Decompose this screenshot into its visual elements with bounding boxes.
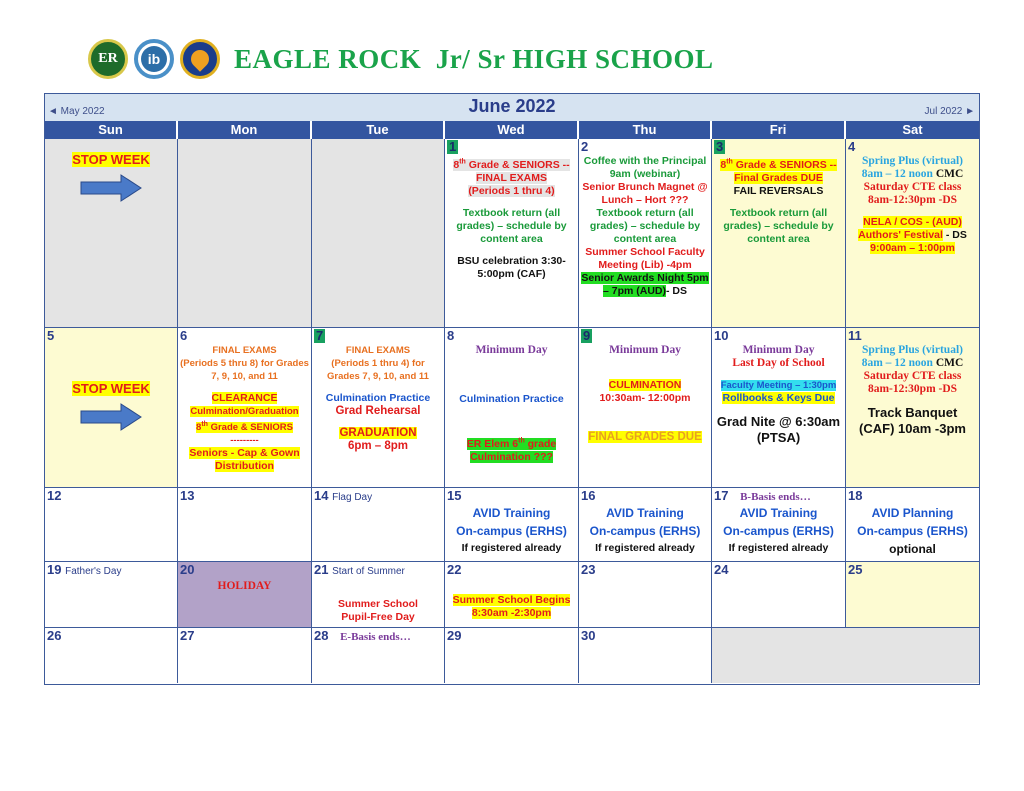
basis-note: B-Basis ends… — [740, 491, 811, 503]
weekday-tue: Tue — [312, 121, 445, 139]
week-row-2 — [45, 327, 979, 487]
day-cell-16[interactable]: 16 AVID Training On-campus (ERHS) If registered already — [579, 488, 712, 561]
event-cte-class: Saturday CTE class — [863, 181, 962, 193]
event-minimum-day: Minimum Day — [609, 344, 681, 356]
week-row-1 — [45, 139, 979, 327]
day-cell-17[interactable]: 17 B-Basis ends… AVID Training On-campus (ERHS) If registered already — [712, 488, 846, 561]
prev-month-link[interactable]: ◄ May 2022 — [48, 106, 105, 117]
day-cell-15[interactable]: 15 AVID Training On-campus (ERHS) If registered already — [445, 488, 579, 561]
event-culmination-practice: Culmination Practice — [459, 393, 564, 405]
holiday-note: Flag Day — [332, 492, 373, 503]
event-summer-school-begins: Summer School Begins — [452, 594, 571, 606]
day-number: 13 — [180, 488, 195, 503]
weekday-header — [45, 121, 979, 139]
ib-logo: ib — [134, 39, 174, 79]
day-number: 12 — [47, 488, 62, 503]
event-final-exams: FINAL EXAMS — [345, 345, 411, 356]
day-number: 17 — [714, 488, 729, 503]
day-cell-11[interactable]: 11 Spring Plus (virtual) 8am – 12 noon CMC Saturday CTE class 8am-12:30pm -DS Track Banquet (CAF) 10am -3pm — [846, 328, 979, 487]
day-number: 7 — [316, 328, 324, 343]
day-cell-24[interactable] — [712, 562, 846, 627]
event-authors-festival: Authors' Festival — [858, 229, 943, 241]
event-periods: (Periods 1 thru 4) — [468, 184, 555, 197]
day-cell-25[interactable] — [846, 562, 979, 627]
day-number: 1 — [449, 139, 457, 154]
event-periods: (Periods 1 thru 4) for Grades 7, 9, 10, and 11 — [327, 358, 429, 382]
day-number: 6 — [180, 328, 188, 343]
event-grad-nite: Grad Nite @ 6:30am (PTSA) — [716, 414, 841, 445]
event-culmination: CULMINATION — [608, 379, 682, 391]
day-cell-1[interactable] — [445, 139, 579, 327]
day-number: 23 — [581, 562, 596, 577]
day-number: 27 — [180, 628, 195, 643]
june-calendar — [44, 93, 980, 685]
day-cell-30[interactable] — [579, 628, 712, 683]
weekday-thu: Thu — [579, 121, 712, 139]
day-cell-23[interactable] — [579, 562, 712, 627]
event-periods: (Periods 5 thru 8) for Grades 7, 9, 10, and 11 — [180, 358, 309, 382]
event-final-exams: FINAL EXAMS — [212, 345, 277, 356]
event-rollbooks-keys: Rollbooks & Keys Due — [722, 392, 835, 404]
day-number: 2 — [581, 139, 589, 154]
day-cell-29[interactable] — [445, 628, 579, 683]
event-minimum-day: Minimum Day — [475, 344, 548, 356]
day-number: 8 — [447, 328, 455, 343]
event-exams-label: 8th Grade & SENIORS -- — [453, 158, 570, 171]
day-cell-7[interactable]: 7 FINAL EXAMS (Periods 1 thru 4) for Grades 7, 9, 10, and 11 Culmination Practice Grad Rehearsal GRADUATION 6pm – 8pm — [312, 328, 445, 487]
school-header — [88, 34, 714, 84]
stop-week-label: STOP WEEK — [72, 152, 150, 167]
day-number: 30 — [581, 628, 596, 643]
event-grad-rehearsal: Grad Rehearsal — [335, 405, 421, 417]
day-number: 24 — [714, 562, 729, 577]
event-summer-school-pfd: Summer School — [338, 598, 418, 610]
event-senior-brunch: Senior Brunch Magnet @ Lunch – Hort ??? — [582, 181, 708, 206]
event-grades-label: 8th Grade & SENIORS -- — [720, 158, 837, 171]
month-title: June 2022 — [468, 96, 556, 116]
event-er-elem-culmination: ER Elem 6th grade — [466, 437, 557, 450]
event-holiday: HOLIDAY — [217, 580, 272, 592]
day-cell-10[interactable] — [712, 328, 846, 487]
next-month-link[interactable]: Jul 2022 ► — [924, 106, 975, 117]
event-culmination-graduation: Culmination/Graduation — [190, 406, 299, 417]
weekday-mon: Mon — [178, 121, 312, 139]
event-cap-gown: Seniors - Cap & Gown — [189, 447, 300, 460]
event-textbook-return: Textbook return (all grades) – schedule by content area — [456, 206, 567, 245]
basis-note: E-Basis ends… — [340, 631, 411, 643]
day-cell-blank — [312, 139, 445, 327]
right-arrow-icon — [79, 403, 143, 431]
event-final-grades-due: Final Grades DUE — [734, 171, 823, 184]
day-number: 14 — [314, 488, 329, 503]
school-title: EAGLE ROCK Jr/ Sr HIGH SCHOOL — [234, 43, 714, 74]
event-culmination-practice: Culmination Practice — [325, 392, 431, 404]
district-seal-logo — [180, 39, 220, 79]
weekday-wed: Wed — [445, 121, 579, 139]
day-cell-12[interactable] — [45, 488, 178, 561]
calendar-grid — [45, 139, 979, 683]
week-row-5 — [45, 627, 979, 683]
day-cell-20[interactable] — [178, 562, 312, 627]
day-number: 29 — [447, 628, 462, 643]
event-avid-planning: AVID Planning — [871, 506, 954, 520]
day-number: 11 — [848, 328, 862, 343]
day-cell-22[interactable]: 22 Summer School Begins 8:30am -2:30pm — [445, 562, 579, 627]
event-avid-training: AVID Training — [472, 506, 551, 520]
weekday-sun: Sun — [45, 121, 178, 139]
day-number: 26 — [47, 628, 62, 643]
event-avid-training: AVID Training — [606, 506, 684, 520]
week-row-3 — [45, 487, 979, 561]
day-cell-blank — [712, 628, 979, 683]
day-cell-8[interactable]: 8 Minimum Day Culmination Practice ER Elem 6th grade Culmination ??? — [445, 328, 579, 487]
day-number: 25 — [848, 562, 863, 577]
day-cell-3[interactable] — [712, 139, 846, 327]
day-cell-27[interactable] — [178, 628, 312, 683]
day-cell-13[interactable] — [178, 488, 312, 561]
week-row-4 — [45, 561, 979, 627]
day-cell-19[interactable] — [45, 562, 178, 627]
day-number: 22 — [447, 562, 462, 577]
event-minimum-day: Minimum Day — [742, 344, 815, 356]
day-number: 16 — [581, 488, 596, 503]
event-spring-plus: Spring Plus (virtual) — [862, 155, 963, 167]
day-number: 5 — [47, 328, 55, 343]
event-final-exams: FINAL EXAMS — [476, 171, 547, 184]
event-spring-plus: Spring Plus (virtual) — [862, 344, 963, 356]
day-number: 9 — [583, 328, 591, 343]
event-faculty-meeting: Faculty Meeting – 1:30pm — [720, 380, 837, 391]
day-number: 10 — [714, 328, 729, 343]
event-track-banquet: Track Banquet — [867, 405, 958, 420]
day-cell-18[interactable]: 18 AVID Planning On-campus (ERHS) optional — [846, 488, 979, 561]
day-cell-blank — [178, 139, 312, 327]
event-bsu-celebration: BSU celebration 3:30-5:00pm (CAF) — [457, 254, 566, 280]
day-number: 28 — [314, 628, 329, 643]
eagle-rock-logo: ER — [88, 39, 128, 79]
day-cell-14[interactable] — [312, 488, 445, 561]
day-cell-4[interactable]: 4 Spring Plus (virtual) 8am – 12 noon CMC Saturday CTE class 8am-12:30pm -DS NELA / COS - (AUD) Authors' Festival - DS 9:00am – 1:00pm — [846, 139, 979, 327]
day-number: 3 — [716, 139, 724, 154]
event-nela-cos: NELA / COS - (AUD) — [863, 216, 962, 228]
day-number: 21 — [314, 562, 329, 577]
event-fail-reversals: FAIL REVERSALS — [733, 184, 824, 197]
day-cell-5[interactable] — [45, 328, 178, 487]
stop-week-label: STOP WEEK — [72, 381, 150, 396]
season-note: Start of Summer — [332, 566, 405, 577]
event-coffee-principal: Coffee with the Principal 9am (webinar) — [583, 155, 707, 180]
event-awards-night: Senior Awards Night 5pm – 7pm (AUD) — [581, 272, 709, 297]
day-cell-9[interactable]: 9 Minimum Day CULMINATION 10:30am- 12:00pm FINAL GRADES DUE — [579, 328, 712, 487]
month-bar — [45, 94, 979, 121]
event-final-grades-due: FINAL GRADES DUE — [588, 431, 702, 443]
weekday-sat: Sat — [902, 122, 923, 137]
holiday-note: Father's Day — [65, 566, 122, 577]
day-cell-2[interactable]: 2 Coffee with the Principal 9am (webinar) Senior Brunch Magnet @ Lunch – Hort ??? Textbook return (all grades) – schedule by content area Summer School Faculty Meeting (Lib) -4pm Senior Awards Night 5pm – 7pm (AUD)- DS — [579, 139, 712, 327]
day-cell-blank — [45, 139, 178, 327]
event-last-day: Last Day of School — [732, 357, 825, 369]
day-number: 18 — [848, 488, 863, 503]
day-number: 15 — [447, 488, 462, 503]
day-cell-21[interactable]: 21 Start of Summer Summer School Pupil-Free Day — [312, 562, 445, 627]
event-cte-class: Saturday CTE class — [863, 370, 962, 382]
day-number: 20 — [180, 562, 195, 577]
day-cell-6[interactable]: 6 FINAL EXAMS (Periods 5 thru 8) for Grades 7, 9, 10, and 11 CLEARANCE Culmination/Graduation 8th Grade & SENIORS --------- Seniors - Cap & Gown Distribution — [178, 328, 312, 487]
event-clearance: CLEARANCE — [211, 392, 278, 404]
day-cell-26[interactable] — [45, 628, 178, 683]
right-arrow-icon — [79, 174, 143, 202]
day-number: 19 — [47, 562, 62, 577]
day-number: 4 — [848, 139, 856, 154]
weekday-fri: Fri — [712, 121, 846, 139]
day-cell-28[interactable] — [312, 628, 445, 683]
event-textbook-return: Textbook return (all grades) – schedule by content area — [723, 206, 834, 245]
event-avid-training: AVID Training — [739, 506, 818, 520]
event-faculty-meeting: Summer School Faculty Meeting (Lib) -4pm — [585, 246, 705, 271]
event-textbook-return: Textbook return (all grades) – schedule by content area — [589, 207, 701, 245]
event-graduation: GRADUATION — [339, 427, 417, 439]
